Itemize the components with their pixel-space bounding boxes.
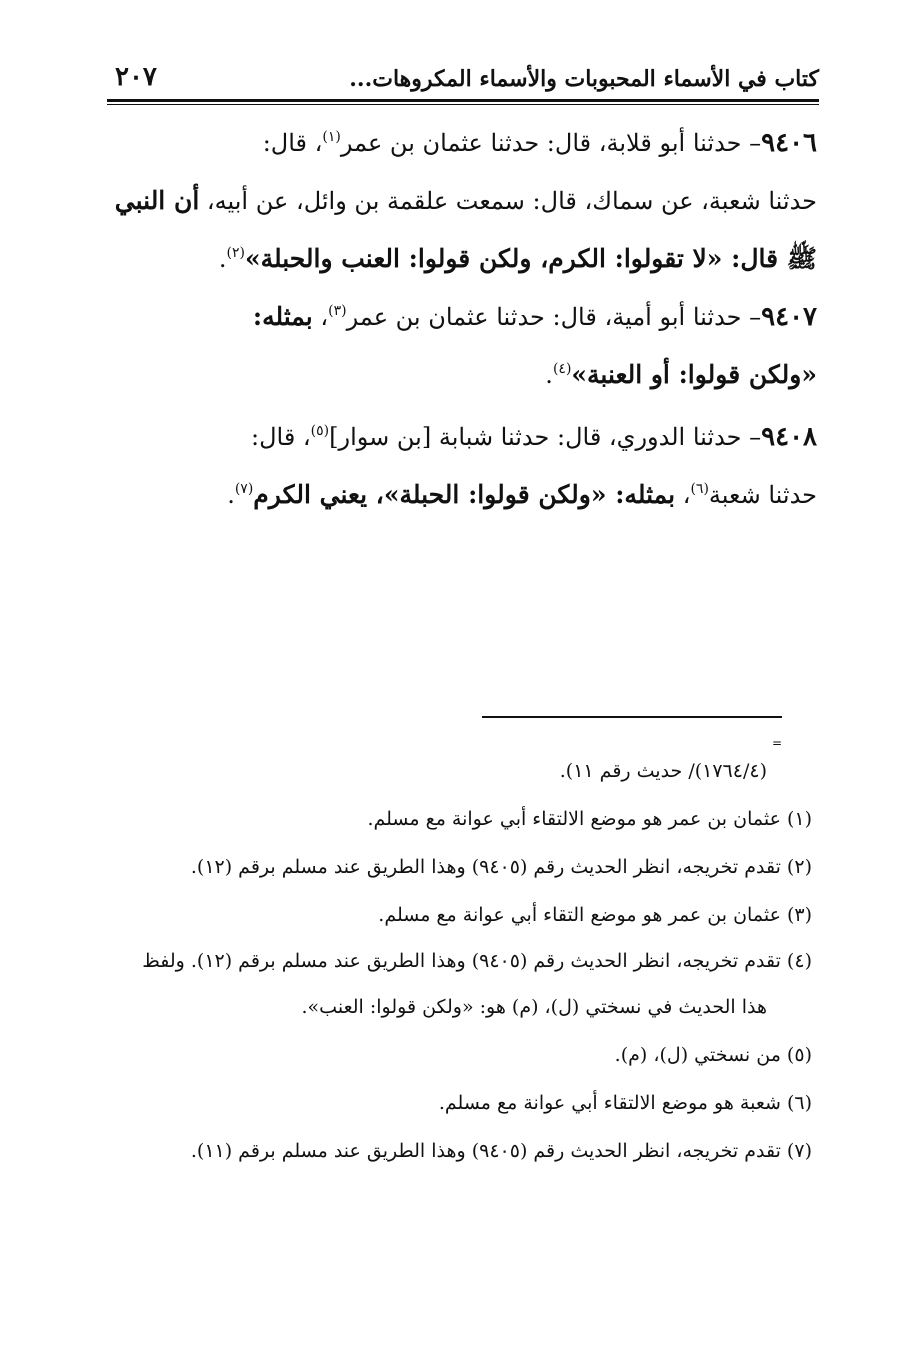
narration-text: ، <box>312 303 329 331</box>
hadith-number: ٩٤٠٨ <box>761 422 817 452</box>
hadith-9407-line-2 <box>545 362 817 387</box>
footnote-4: (٤) تقدم تخريجه، انظر الحديث رقم (٩٤٠٥) وهذا الطريق عند مسلم برقم (١٢). ولفظ <box>142 950 812 972</box>
hadith-9408-line-1 <box>251 424 817 450</box>
footnote-ref: (١) <box>322 129 341 145</box>
narration-text: – حدثنا الدوري، قال: حدثنا شبابة [بن سوار] <box>329 423 762 451</box>
footnote-ref: (٢) <box>226 245 245 261</box>
footnote-2: (٢) تقدم تخريجه، انظر الحديث رقم (٩٤٠٥) وهذا الطريق عند مسلم برقم (١٢). <box>190 856 812 878</box>
hadith-number: ٩٤٠٧ <box>761 302 817 332</box>
narration-text: . <box>545 361 553 389</box>
footnote-ref: (٥) <box>310 423 330 439</box>
footnote-6: (٦) شعبة هو موضع الالتقاء أبي عوانة مع مسلم. <box>438 1092 812 1114</box>
quote-text: «لا تقولوا: الكرم، ولكن قولوا: العنب والحبلة» <box>244 244 732 273</box>
narration-text: حدثنا شعبة، عن سماك، قال: سمعت علقمة بن وائل، عن أبيه، <box>199 187 817 215</box>
page-header <box>107 52 819 98</box>
header-rule <box>107 99 819 102</box>
narration-text: حدثنا شعبة <box>708 481 817 509</box>
hadith-9407-line-1 <box>253 304 817 330</box>
running-title: كتاب في الأسماء المحبوبات والأسماء المكروهات... <box>349 66 819 92</box>
emphasis-text: ﷺ قال: <box>731 244 817 273</box>
quote-text: بمثله: «ولكن قولوا: الحبلة»، يعني الكرم <box>253 480 676 509</box>
narration-text: . <box>218 245 227 273</box>
footnote-ref: (٦) <box>690 481 709 497</box>
hadith-9408-line-2 <box>227 482 817 507</box>
footnote-continuation: (١٧٦٤/٤)/ حديث رقم ١١). <box>559 760 767 782</box>
quote-text: «ولكن قولوا: أو العنبة» <box>571 360 817 389</box>
hadith-9406-line-3 <box>219 246 817 271</box>
footnote-separator <box>482 716 782 718</box>
footnote-7: (٧) تقدم تخريجه، انظر الحديث رقم (٩٤٠٥) وهذا الطريق عند مسلم برقم (١١). <box>190 1140 812 1162</box>
footnote-ref: (٣) <box>328 303 347 319</box>
narration-text: – حدثنا أبو قلابة، قال: حدثنا عثمان بن عمر <box>340 129 762 157</box>
page-number: ٢٠٧ <box>115 62 157 92</box>
continuation-mark: = <box>772 736 783 750</box>
header-rule-thin <box>107 104 819 105</box>
emphasis-text: أن النبي <box>114 186 200 215</box>
narration-text: ، <box>675 481 691 509</box>
hadith-number: ٩٤٠٦ <box>761 128 817 158</box>
footnote-4-continued: هذا الحديث في نسختي (ل)، (م) هو: «ولكن قولوا: العنب». <box>301 996 767 1018</box>
footnote-1: (١) عثمان بن عمر هو موضع الالتقاء أبي عوانة مع مسلم. <box>367 808 812 830</box>
footnote-5: (٥) من نسختي (ل)، (م). <box>614 1044 812 1066</box>
narration-text: – حدثنا أبو أمية، قال: حدثنا عثمان بن عمر <box>346 303 762 331</box>
narration-text: ، قال: <box>262 129 323 157</box>
footnote-3: (٣) عثمان بن عمر هو موضع التقاء أبي عوانة مع مسلم. <box>378 904 812 926</box>
emphasis-text: بمثله: <box>252 302 313 331</box>
hadith-9406-line-2 <box>115 188 817 213</box>
hadith-9406-line-1 <box>263 130 817 156</box>
footnote-ref: (٤) <box>552 361 572 377</box>
narration-text: . <box>227 481 235 509</box>
narration-text: ، قال: <box>250 423 311 451</box>
footnote-ref: (٧) <box>234 481 254 497</box>
